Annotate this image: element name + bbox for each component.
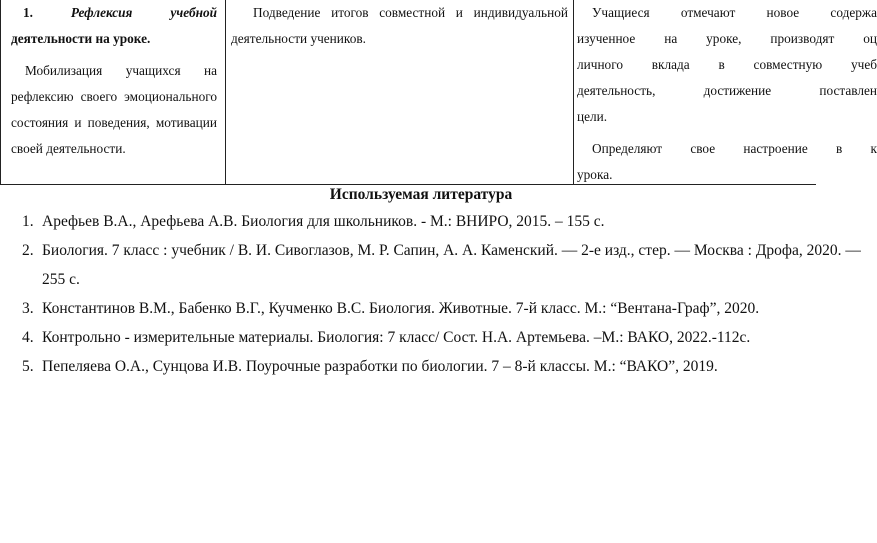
literature-item-text: Биология. 7 класс : учебник / В. И. Сивоглазов, М. Р. Сапин, А. А. Каменский. — 2-е изд., стер. — Москва : Дрофа, 2020. — 255 с. <box>42 242 861 288</box>
student-activity-line: урока. <box>577 167 613 182</box>
literature-title: Используемая литература <box>329 186 513 203</box>
stage-goal-line: рефлексию своего эмоционального <box>11 89 217 104</box>
literature-item-text: Контрольно - измерительные материалы. Биология: 7 класс/ Сост. Н.А. Артемьева. –М.: ВАКО, 2022.-112с. <box>42 329 751 346</box>
teacher-activity-line: Подведение итогов совместной и индивидуальной <box>253 5 568 20</box>
stage-goal-word: учащихся <box>125 63 181 78</box>
stage-number: 1. <box>23 5 33 20</box>
student-activity-line: цели. <box>577 109 608 124</box>
stage-goal-word: на <box>203 63 218 78</box>
student-activity-line: Определяют свое настроение в к <box>592 141 877 156</box>
literature-list <box>0 207 861 381</box>
student-activity-line: Учащиеся отмечают новое содержа <box>592 5 877 20</box>
literature-item-text: Арефьев В.А., Арефьева А.В. Биология для школьников. - М.: ВНИРО, 2015. – 155 с. <box>42 213 605 230</box>
student-activity-line: деятельность, достижение поставлен <box>577 83 877 98</box>
student-activity-cell <box>574 0 877 184</box>
stage-heading-line <box>11 0 217 26</box>
stage-goal-line: своей деятельности. <box>11 141 126 156</box>
literature-item <box>0 236 861 294</box>
literature-item-text: Пепеляева О.А., Сунцова И.В. Поурочные разработки по биологии. 7 – 8-й классы. М.: “ВАКО”, 2019. <box>42 358 718 375</box>
literature-item <box>0 323 816 352</box>
stage-goal-word: Мобилизация <box>25 63 103 78</box>
stage-goal-line: состояния и поведения, мотивации <box>11 115 217 130</box>
stage-title-word: учебной <box>170 5 218 20</box>
stage-title: деятельности на уроке. <box>11 31 151 46</box>
student-activity-line: изученное на уроке, производят оц <box>577 31 877 46</box>
literature-item-text: Константинов В.М., Бабенко В.Г., Кучменко В.С. Биология. Животные. 7-й класс. М.: “Вентана-Граф”, 2020. <box>42 300 760 317</box>
stage-cell <box>0 0 226 184</box>
literature-item-number: 3. <box>22 300 34 317</box>
literature-item-number: 1. <box>22 213 34 230</box>
teacher-activity-line: деятельности учеников. <box>231 31 366 46</box>
lesson-stage-table <box>0 0 877 185</box>
literature-item <box>0 352 816 381</box>
literature-item-number: 2. <box>22 242 34 259</box>
stage-goal-line <box>11 58 217 84</box>
stage-title-word: Рефлексия <box>70 5 133 20</box>
literature-item <box>0 294 816 323</box>
literature-item <box>0 207 816 236</box>
literature-item-number: 5. <box>22 358 34 375</box>
teacher-activity-cell <box>226 0 574 184</box>
literature-item-number: 4. <box>22 329 34 346</box>
student-activity-line: личного вклада в совместную учеб <box>577 57 877 72</box>
